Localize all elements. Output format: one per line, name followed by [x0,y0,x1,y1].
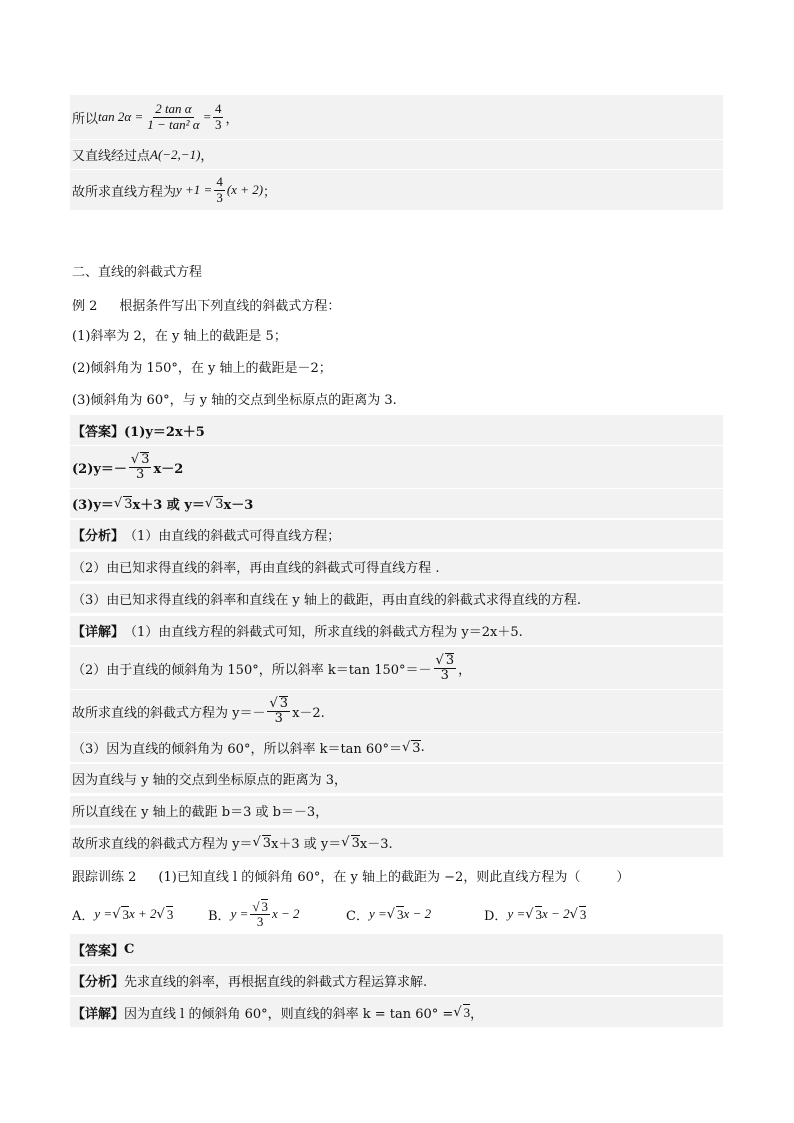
fraction [267,696,290,727]
denominator: 3 [256,914,264,929]
example-q3 [70,386,723,410]
question-text: (2)倾斜角为 150°，在 y 轴上的截距是－2； [72,360,332,376]
derivation-line-3 [70,170,723,210]
answer-tag: 【答案】 [72,943,125,959]
answer-line-3 [70,489,723,518]
text: 又直线经过点 [72,149,151,164]
detail-line-3 [70,690,723,732]
example-prompt-text: 根据条件写出下列直线的斜截式方程： [119,298,341,314]
detail-text: 故所求直线的斜截式方程为 y＝ [72,837,253,852]
analysis-text: 先求直线的斜率，再根据直线的斜截式方程运算求解. [124,975,428,990]
option-label: B． [208,908,231,924]
radicand: 3 [124,496,133,512]
math: x + 2 [128,906,157,921]
answer-line-1 [70,415,723,445]
radicand: 3 [412,740,421,756]
radicand: 3 [535,906,543,922]
answer-text: (1)y＝2x＋5 [124,424,205,440]
radicand: 3 [262,835,272,851]
math: y = [507,906,526,921]
example-q2 [70,354,723,378]
practice-detail [70,997,723,1027]
radicand: 3 [166,906,174,922]
radicand: 3 [261,898,268,914]
practice-answer [70,934,723,964]
detail-line-4 [70,733,723,762]
detail-text: （1）由直线方程的斜截式可知，所求直线的斜截式方程为 y＝2x＋5. [124,625,523,640]
detail-line-1 [70,616,723,645]
denominator: 3 [136,467,145,482]
punct: ； [263,184,277,200]
math: (x + 2) [226,182,264,197]
punct: . [420,740,425,755]
numerator: 4 [216,174,223,190]
punct: ， [225,111,239,127]
numerator: 2 tan α [155,101,192,117]
detail-line-7 [70,828,723,857]
analysis-tag: 【分析】 [72,975,125,990]
detail-text: 因为直线 l 的倾斜角 60°，则直线的斜率 k = tan 60° = [124,1006,454,1022]
analysis-line-2 [70,552,723,581]
radicand: 3 [445,652,455,668]
answer-tag: 【答案】 [72,424,125,440]
denominator: 3 [216,189,223,205]
analysis-text: （2）由已知求得直线的斜率，再由直线的斜截式可得直线方程 . [72,561,440,576]
numerator: 4 [214,101,222,117]
detail-text: x－3. [359,837,393,852]
radicand: 3 [351,835,360,851]
option-c[interactable] [346,905,484,924]
answer-text: (2)y＝－ [72,461,127,477]
radicand: 3 [397,906,404,922]
math: y = [230,906,249,921]
answer-text: x－3 [223,498,254,513]
punct: ， [458,662,472,678]
radicand: 3 [122,906,129,922]
example-label: 例 2 [72,298,98,314]
question-text: (1)斜率为 2，在 y 轴上的截距是 5； [72,328,287,344]
section-title-text: 二、直线的斜截式方程 [72,264,203,280]
punct: ， [200,149,214,164]
fraction [250,899,270,930]
practice-text: (1)已知直线 l 的倾斜角 60°，在 y 轴上的截距为 −2，则此直线方程为（ [158,869,581,885]
detail-text: x＋3 或 y＝ [271,837,342,852]
practice-options [70,894,723,934]
section-title [70,258,723,282]
text: 所以 [72,111,99,127]
option-b[interactable] [208,899,346,930]
practice-analysis [70,966,723,995]
detail-text: x－2. [292,705,325,721]
detail-line-5 [70,764,723,793]
detail-text: （3）因为直线的倾斜角为 60°，所以斜率 k＝tan 60°＝ [72,742,402,757]
answer-line-2 [70,446,723,488]
detail-line-6 [70,796,723,825]
analysis-text: （3）由已知求得直线的斜率和直线在 y 轴上的截距，再由直线的斜截式求得直线的方程. [72,593,582,608]
practice-text: ） [616,869,630,885]
radicand: 3 [579,906,587,922]
option-d[interactable] [484,905,586,924]
derivation-line-1 [70,95,723,139]
question-text: (3)倾斜角为 60°，与 y 轴的交点到坐标原点的距离为 3. [72,392,397,408]
denominator: 1 − tan² α [147,116,200,132]
analysis-line-1 [70,520,723,549]
answer-text: (3)y＝ [72,498,114,513]
radicand: 3 [279,695,289,711]
denominator: 3 [214,116,222,132]
analysis-text: （1）由直线的斜截式可得直线方程； [124,529,341,544]
example-prompt [70,292,723,316]
detail-text: （2）由于直线的倾斜角为 150°，所以斜率 k＝tan 150°＝－ [72,662,432,678]
punct: ， [470,1006,484,1022]
detail-tag: 【详解】 [72,1006,125,1022]
fraction [129,452,152,483]
practice-label: 跟踪训练 2 [72,869,137,885]
math: x − 2 [403,906,432,921]
option-label: A． [72,908,95,924]
fraction [434,653,457,684]
derivation-line-2 [70,140,723,169]
fraction [145,102,201,132]
detail-text: 所以直线在 y 轴上的截距 b＝3 或 b＝－3， [72,805,329,820]
radicand: 3 [141,451,150,467]
math: x − 2 [272,906,300,921]
analysis-line-3 [70,584,723,613]
text: 故所求直线方程为 [72,184,177,200]
analysis-tag: 【分析】 [72,529,125,544]
math: y = [94,906,113,921]
denominator: 3 [274,711,283,726]
answer-text: x＋3 或 y＝ [132,498,205,513]
math: y +1 = [176,182,213,197]
fraction [214,175,225,205]
math: x − 2 [542,906,570,921]
denominator: 3 [440,668,449,683]
radicand: 3 [215,496,224,512]
point: A(−2,−1) [150,146,201,162]
equals: = [203,109,211,124]
detail-line-2 [70,647,723,689]
detail-text: 因为直线与 y 轴的交点到坐标原点的距离为 3， [72,773,348,788]
option-label: C． [346,908,369,924]
example-q1 [70,322,723,346]
practice-question [70,862,723,888]
answer-value: C [124,941,135,957]
option-label: D． [484,908,508,924]
math: tan 2α = [98,109,144,124]
detail-tag: 【详解】 [72,625,125,640]
answer-text: x－2 [153,461,184,477]
radicand: 3 [463,1004,471,1020]
detail-text: 故所求直线的斜截式方程为 y＝－ [72,705,266,721]
fraction-result [213,102,224,132]
math: y = [368,906,387,921]
option-a[interactable] [72,905,208,924]
